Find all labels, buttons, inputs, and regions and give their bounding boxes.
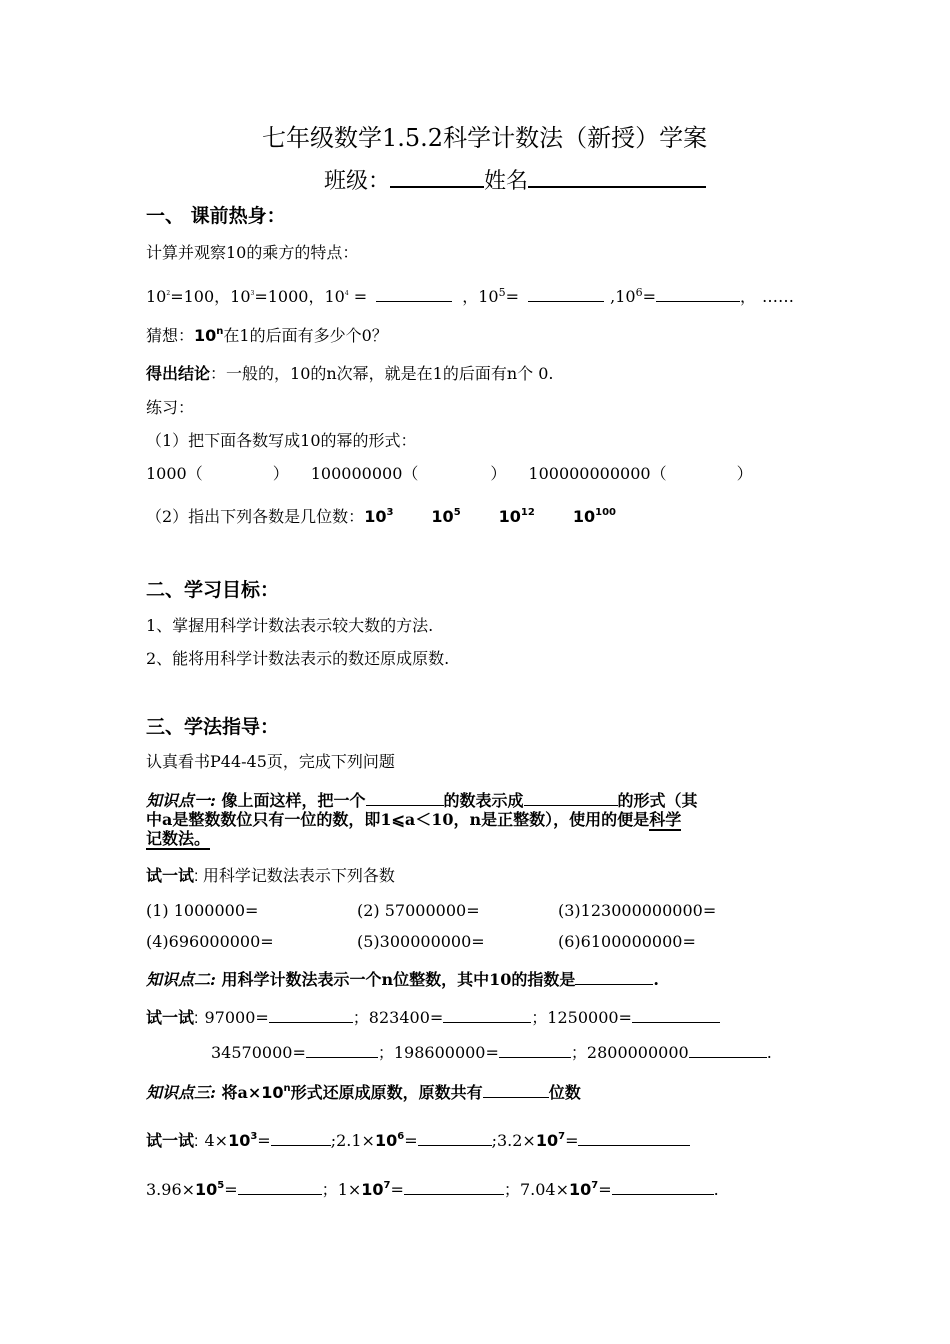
q2-text: （2）指出下列各数是几位数： [146,507,365,526]
answer-blank[interactable] [689,1041,767,1058]
power-expression [228,1131,257,1150]
knowledge-label: 知识点二: [146,970,216,989]
answer-blank[interactable] [524,789,618,806]
power-expression [375,1131,404,1150]
power-exp: n [216,326,224,337]
answer-blank[interactable] [483,1081,549,1098]
power-base: 10 [324,287,345,306]
power-base: 10 [194,326,217,345]
exercise-item: 97000= [204,1008,269,1027]
conclusion-label: 得出结论 [146,364,211,383]
separator: ; [330,1131,337,1150]
exercise-item: (3)123000000000= [558,901,717,920]
q1-number: 100000000000 [528,464,651,483]
paren-open: （ [186,464,203,483]
power-exp: 5 [498,286,506,299]
coefficient: 7.04× [519,1180,569,1199]
paren-close: ） [490,464,507,483]
practice-label: 练习： [146,398,195,417]
guess-label: 猜想： [146,326,195,345]
answer-blank[interactable] [575,968,653,985]
power-expression [569,1180,598,1199]
power-value: =100， [170,287,231,306]
knowledge-text: 的数表示成 [443,791,524,810]
answer-blank[interactable] [418,1129,492,1146]
class-name-row [324,164,706,196]
answer-blank[interactable] [271,1129,331,1146]
knowledge-2 [146,968,659,990]
answer-blank[interactable] [443,1006,531,1023]
try-1-heading [146,866,395,887]
power-exp: 4 [344,290,349,297]
coefficient: 4× [204,1131,229,1150]
power-exp: n [283,1083,291,1094]
section1-intro: 计算并观察10的乘方的特点： [146,243,359,262]
try-label: 试一试 [146,868,195,885]
power-base: 10 [535,1131,559,1150]
knowledge-label: 知识点一: [146,791,216,810]
power-base: 10 [572,507,596,526]
knowledge-text: 的形式（其 [617,791,698,810]
page-title: 七年级数学1.5.2科学计数法（新授）学案 [262,124,708,152]
separator: ; [491,1131,497,1150]
power-value: =1000， [254,287,325,306]
separator: ， [462,287,479,306]
question-2 [146,503,616,527]
knowledge-text: 位数 [548,1083,581,1102]
separator: ； [531,1008,548,1027]
equals: = [257,1131,271,1150]
separator: ， [739,287,756,306]
power-base: 10 [615,287,636,306]
power-expression [431,507,460,526]
power-exp: 7 [591,1180,599,1191]
separator: ； [570,1043,587,1062]
separator: ； [377,1043,394,1062]
try-label: 试一试 [146,1010,195,1027]
power-base: 10 [261,1083,284,1102]
coefficient: 3.2× [496,1131,536,1150]
power-expression [195,1180,224,1199]
name-blank[interactable] [528,164,706,188]
knowledge-3 [146,1079,581,1103]
power-exp: 7 [383,1180,391,1191]
exercise-item: (5)300000000= [357,932,485,951]
try-label: 试一试 [146,1133,195,1150]
paren-close: ） [272,464,289,483]
section3-intro: 认真看书P44-45页，完成下列问题 [146,752,395,771]
power-base: 10 [146,287,167,306]
coefficient: 2.1× [336,1131,375,1150]
equals: = [598,1180,612,1199]
power-eq: = [505,287,525,306]
power-base: 10 [230,287,251,306]
question-1-items [146,464,753,484]
guess-line [146,322,388,346]
power-expression [261,1083,290,1102]
power-base: 10 [228,1131,251,1150]
knowledge-1-line2 [146,810,681,830]
paren-open: （ [650,464,667,483]
exercise-item: (6)6100000000= [558,932,696,951]
answer-blank[interactable] [366,789,444,806]
answer-blank[interactable] [404,1178,504,1195]
answer-blank[interactable] [612,1178,714,1195]
conclusion-text: ：一般的，10的n次幂，就是在1的后面有n个 0. [210,364,554,383]
class-label: 班级： [324,169,391,194]
try-3-line2 [146,1176,719,1200]
answer-blank[interactable] [306,1041,378,1058]
power-expression [499,507,535,526]
term-underlined: 记数法。 [146,829,211,848]
equals: = [565,1131,579,1150]
knowledge-text: 像上面这样，把一个 [215,791,366,810]
answer-blank[interactable] [578,1129,690,1146]
knowledge-1-line3 [146,829,210,849]
answer-blank[interactable] [269,1006,353,1023]
answer-blank[interactable] [376,285,452,302]
power-base: 10 [498,507,521,526]
exercise-item: (4)696000000= [146,932,274,951]
period: . [653,970,659,989]
answer-blank[interactable] [528,285,604,302]
exercise-item: 198600000= [393,1043,499,1062]
power-exp: 3 [250,290,255,297]
power-expression [364,507,393,526]
power-expression [361,1180,390,1199]
power-base: 10 [361,1180,384,1199]
coefficient: 3.96× [146,1180,196,1199]
power-eq: = [348,287,373,306]
power-exp: 12 [520,507,535,518]
power-eq: = [642,287,656,306]
separator: ； [321,1180,338,1199]
exercise-item: 34570000= [211,1043,306,1062]
name-label: 姓名 [484,169,529,194]
power-base: 10 [374,1131,398,1150]
answer-blank[interactable] [632,1006,720,1023]
powers-line [146,283,794,307]
class-blank[interactable] [390,164,484,188]
power-exp: 3 [250,1131,258,1142]
separator: , [610,287,616,306]
power-expression [573,507,616,526]
knowledge-text: 中a是整数数位只有一位的数，即1⩽a＜10，n是正整数），使用的便是 [146,810,650,829]
exercise-item: 2800000000 [586,1043,689,1062]
answer-blank[interactable] [499,1041,571,1058]
goal-item: 2、能将用科学计数法表示的数还原成原数. [146,649,450,668]
section3-heading: 三、学法指导： [146,716,280,738]
question-1: （1）把下面各数写成10的幂的形式： [146,431,417,450]
power-exp: 5 [217,1180,225,1191]
power-exp: 3 [386,507,394,518]
coefficient: 1× [337,1180,362,1199]
answer-blank[interactable] [656,285,740,302]
power-exp: 5 [453,507,461,518]
power-base: 10 [364,507,387,526]
power-base: 10 [568,1180,592,1199]
power-expression [194,326,223,345]
try-text: : 用科学记数法表示下列各数 [194,868,395,885]
power-base: 10 [478,287,499,306]
power-base: 10 [195,1180,218,1199]
knowledge-text: 用科学计数法表示一个n位整数，其中10的指数是 [215,970,576,989]
answer-blank[interactable] [238,1178,322,1195]
separator: ； [503,1180,520,1199]
guess-text: 在1的后面有多少个0？ [223,326,388,345]
q1-number: 1000 [146,464,187,483]
equals: = [390,1180,404,1199]
term-underlined: 科学 [649,810,682,829]
knowledge-1-line1 [146,789,698,811]
conclusion-line [146,364,554,384]
exercise-item: 823400= [368,1008,444,1027]
equals: = [224,1180,238,1199]
power-exp: 2 [166,290,171,297]
knowledge-text: 将a× [215,1083,262,1102]
ellipsis: …… [761,287,794,306]
knowledge-label: 知识点三: [146,1083,216,1102]
period: . [713,1180,719,1199]
power-base: 10 [431,507,454,526]
knowledge-text: 形式还原成原数，原数共有 [290,1083,483,1102]
exercise-item: (1) 1000000= [146,901,259,920]
period: . [766,1043,772,1062]
power-expression [536,1131,565,1150]
section2-heading: 二、学习目标： [146,579,280,601]
power-exp: 100 [595,507,616,518]
try-2-line2 [211,1041,772,1063]
q1-number: 100000000 [310,464,403,483]
power-exp: 6 [397,1131,405,1142]
section1-heading: 一、 课前热身： [146,205,286,227]
power-exp: 7 [558,1131,566,1142]
paren-open: （ [402,464,419,483]
goal-item: 1、掌握用科学计数法表示较大数的方法. [146,616,434,635]
exercise-item: (2) 57000000= [357,901,480,920]
equals: = [404,1131,418,1150]
power-exp: 6 [635,286,643,299]
exercise-item: 1250000= [547,1008,632,1027]
paren-close: ） [736,464,753,483]
separator: ； [352,1008,369,1027]
try-2-line1: 试一试: 97000= ；823400= ；1250000= [146,1006,720,1029]
try-3-line1: 试一试: $4\times 10^3=$ $;2.1\times 10^6=$ $;3.2\times 10^7=$ [146,1127,690,1152]
